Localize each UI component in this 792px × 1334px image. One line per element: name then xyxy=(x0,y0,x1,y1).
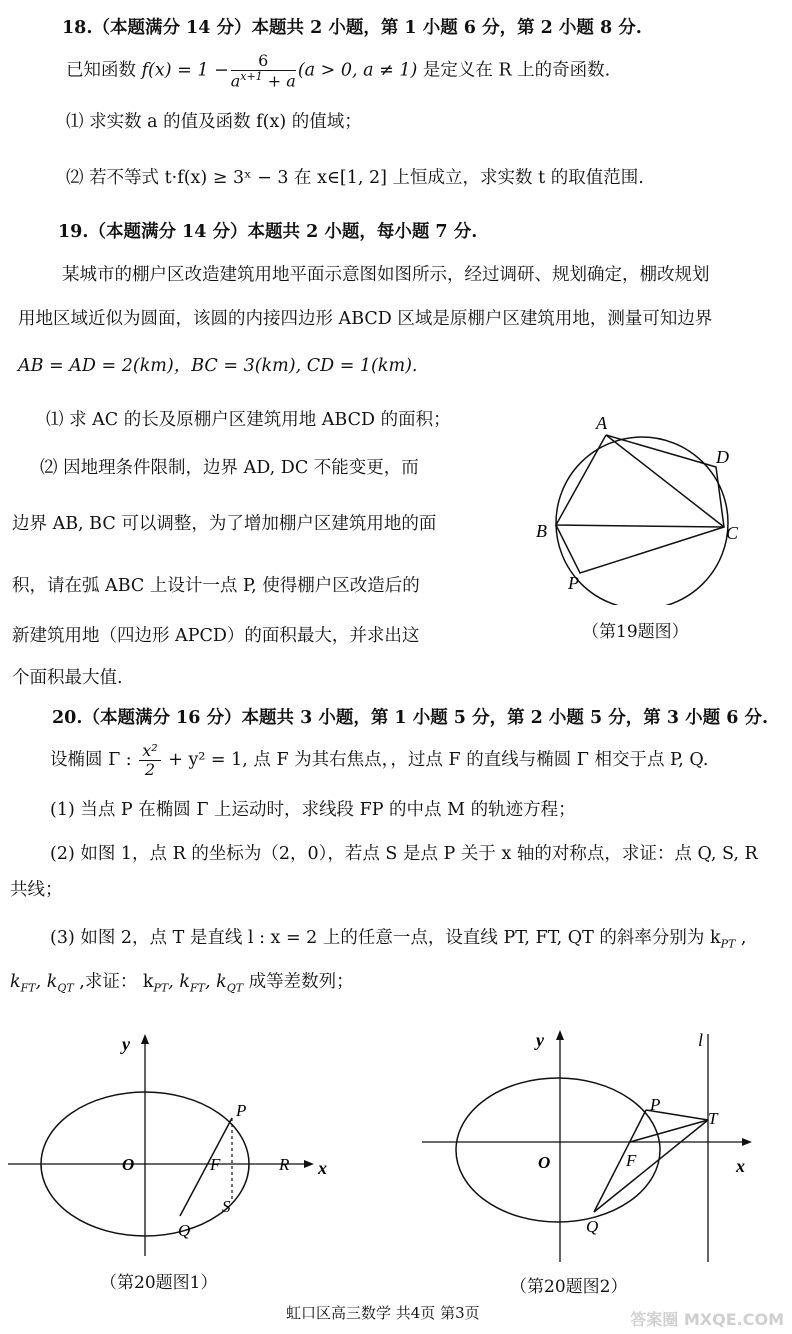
q20-caption1: （第20题图1） xyxy=(100,1273,218,1293)
q20-fig1-label-f: F xyxy=(210,1155,221,1174)
q20-k5: , k xyxy=(204,972,227,992)
q19-part2-d: 新建筑用地（四边形 APCD）的面积最大，并求出这 xyxy=(12,626,420,646)
q18-given-post: 是定义在 R 上的奇函数. xyxy=(417,60,611,81)
q20-fig1-label-s: S xyxy=(222,1197,231,1216)
q20-k1-sub: FT xyxy=(20,981,36,995)
q20-given xyxy=(50,742,708,779)
q18-den-tail: + a xyxy=(262,70,296,90)
q18-den-sup: x+1 xyxy=(240,69,263,83)
q20-given-pre: 设椭圆 Γ : xyxy=(50,750,138,770)
q20-fig2-y-arrow xyxy=(556,1030,564,1040)
q20-fig2-line-qt xyxy=(594,1120,708,1212)
q18-given-pre: 已知函数 xyxy=(66,60,142,81)
q20-fig2-ellipse xyxy=(456,1078,660,1222)
q20-part3-b-end: 成等差数列； xyxy=(243,972,354,992)
q20-k5-sub: QT xyxy=(226,981,244,995)
q20-figure2 xyxy=(418,1026,778,1266)
q20-part3-a-sub: PT xyxy=(720,937,736,951)
q19-line1: 某城市的棚户区改造建筑用地平面示意图如图所示，经过调研、规划确定，棚改规划 xyxy=(62,265,710,285)
q18-fraction xyxy=(231,52,296,90)
q19-figure xyxy=(520,405,760,605)
q20-fig1-label-y: y xyxy=(122,1034,130,1054)
q20-k2: , k xyxy=(35,972,58,992)
q20-prove-text: ,求证： k xyxy=(73,972,154,992)
q20-fig1-line-sr xyxy=(180,1164,287,1216)
q20-fig1-label-o: O xyxy=(122,1155,135,1174)
q18-heading: 18.（本题满分 14 分）本题共 2 小题，第 1 小题 6 分，第 2 小题 8 分. xyxy=(62,18,642,38)
q18-numerator: 6 xyxy=(231,52,296,71)
q20-part2-b: 共线； xyxy=(10,880,63,900)
q20-fig1-label-q: Q xyxy=(178,1221,191,1240)
q20-fraction xyxy=(139,742,160,779)
q18-given xyxy=(66,52,610,90)
q20-fig2-x-arrow xyxy=(742,1138,752,1146)
q19-caption: （第19题图） xyxy=(582,622,689,642)
q19-part2-a: ⑵ 因地理条件限制，边界 AD, DC 不能变更，而 xyxy=(40,458,419,478)
q20-denominator: 2 xyxy=(144,759,156,779)
q20-part2-a: (2) 如图 1，点 R 的坐标为（2，0），若点 S 是点 P 关于 x 轴的对称点，求证：点 Q, S, R xyxy=(50,844,758,864)
q20-fig1-label-r: R xyxy=(279,1155,290,1174)
q19-line2: 用地区域近似为圆面，该圆的内接四边形 ABCD 区域是原棚户区建筑用地，测量可知边界 xyxy=(18,309,713,329)
q20-fig2-label-x: x xyxy=(736,1156,745,1176)
q18-part1: ⑴ 求实数 a 的值及函数 f(x) 的值域； xyxy=(66,112,362,132)
q20-fig2-chord-pq xyxy=(594,1110,646,1212)
q19-path-bpc xyxy=(556,525,724,573)
q19-part2-c: 积，请在弧 ABC 上设计一点 P, 使得棚户区改造后的 xyxy=(12,576,420,596)
q20-fig1-label-p: P xyxy=(236,1101,247,1120)
q20-part1: (1) 当点 P 在椭圆 Γ 上运动时，求线段 FP 的中点 M 的轨迹方程； xyxy=(50,800,576,820)
q20-k3-sub: PT xyxy=(153,981,169,995)
q20-given-tail: + y² = 1, 点 F 为其右焦点，，过点 F 的直线与椭圆 Γ 相交于点 P, Q. xyxy=(162,750,709,770)
q19-label-d: D xyxy=(716,447,729,467)
q18-den-base: a xyxy=(230,70,241,90)
q20-figure1 xyxy=(0,1030,350,1270)
q19-diagonal-ac xyxy=(606,435,724,527)
q19-quadrilateral xyxy=(556,435,724,527)
q18-part2: ⑵ 若不等式 t·f(x) ≥ 3ˣ − 3 在 x∈[1, 2] 上恒成立，求实数 t 的取值范围. xyxy=(66,168,644,188)
q20-k4-sub: FT xyxy=(189,981,205,995)
watermark: 答案圈 MXQE.COM xyxy=(630,1310,784,1329)
q20-k2-sub: QT xyxy=(57,981,74,995)
q19-part2-e: 个面积最大值. xyxy=(12,668,123,688)
q20-fig1-y-arrow xyxy=(141,1034,149,1044)
q19-part1: ⑴ 求 AC 的长及原棚户区建筑用地 ABCD 的面积； xyxy=(46,410,451,430)
q20-fig1-x-arrow xyxy=(304,1160,314,1168)
q20-part3-a-text: (3) 如图 2，点 T 是直线 l : x = 2 上的任意一点，设直线 PT, FT, QT 的斜率分别为 k xyxy=(50,928,721,948)
q20-heading: 20.（本题满分 16 分）本题共 3 小题，第 1 小题 5 分，第 2 小题 5 分，第 3 小题 6 分. xyxy=(52,708,769,728)
q20-caption2: （第20题图2） xyxy=(510,1277,628,1297)
q19-label-c: C xyxy=(726,523,739,543)
q20-part3-a-end: , xyxy=(735,928,747,948)
page-footer: 虹口区高三数学 共4页 第3页 xyxy=(286,1304,480,1322)
q18-condition: (a > 0, a ≠ 1) xyxy=(297,60,418,81)
q20-numerator: x² xyxy=(139,742,160,761)
q18-fx: f(x) = 1 − xyxy=(141,60,229,81)
q20-fig2-label-q: Q xyxy=(586,1217,599,1236)
q20-fig2-label-t: T xyxy=(708,1109,718,1128)
q20-k1: k xyxy=(10,972,21,992)
q20-k4: , k xyxy=(168,972,190,992)
q20-fig2-label-p: P xyxy=(650,1095,661,1114)
q19-label-p: P xyxy=(568,573,579,593)
q20-fig1-label-x: x xyxy=(318,1158,327,1178)
q20-fig2-label-o: O xyxy=(538,1153,551,1172)
q19-label-b: B xyxy=(536,521,547,541)
q20-part3-a xyxy=(50,928,746,951)
q20-part3-b xyxy=(10,972,354,995)
q20-fig2-line-ft xyxy=(630,1120,708,1142)
q18-denominator xyxy=(231,71,296,91)
q20-fig2-label-y: y xyxy=(536,1030,544,1050)
q20-fig2-label-f: F xyxy=(626,1151,637,1170)
q20-fig2-label-l: l xyxy=(698,1030,704,1050)
q19-label-a: A xyxy=(596,413,607,433)
q19-line3: AB = AD = 2(km)，BC = 3(km), CD = 1(km). xyxy=(18,356,418,376)
q19-part2-b: 边界 AB, BC 可以调整，为了增加棚户区建筑用地的面 xyxy=(12,514,437,534)
q19-heading: 19.（本题满分 14 分）本题共 2 小题，每小题 7 分. xyxy=(58,222,478,242)
